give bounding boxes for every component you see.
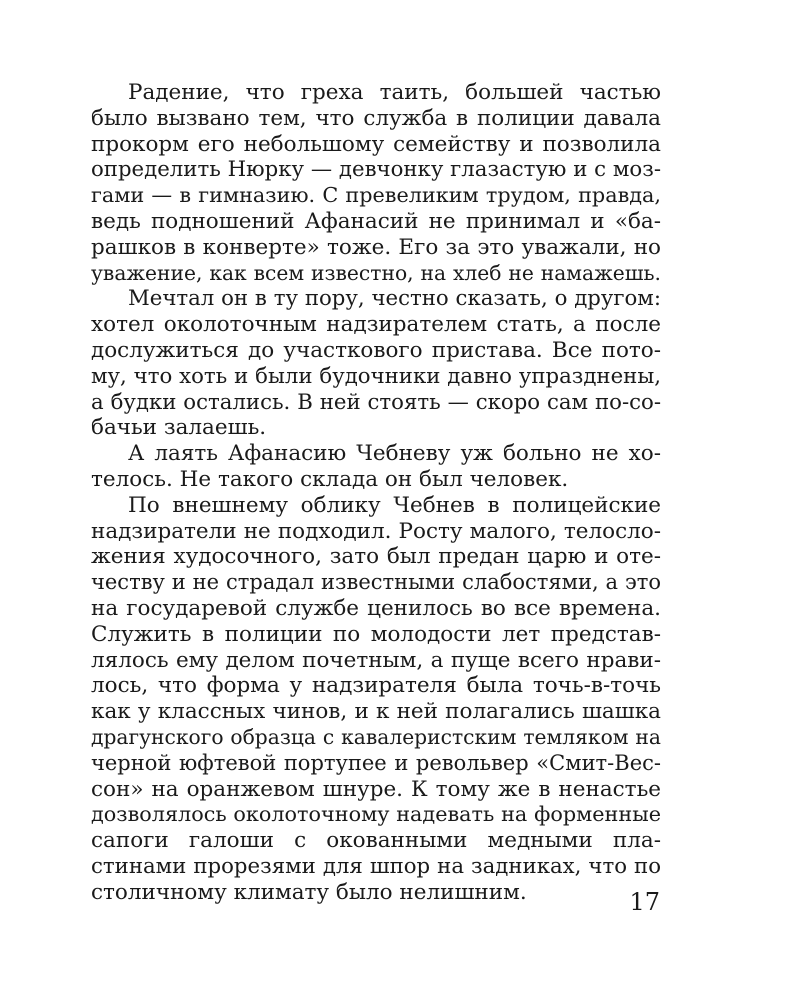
text-line: бачьи залаешь. [91,415,267,441]
text-line: ведь подношений Афанасий не принимал и «ба- [91,208,661,234]
text-line: рашков в конверте» тоже. Его за это уважали, но [91,234,661,260]
body-text [91,80,661,906]
text-line: А лаять Афанасию Чебневу уж больно не хо- [128,441,661,467]
text-line: сон» на оранжевом шнуре. К тому же в ненастье [91,776,661,802]
text-line: черной юфтевой портупее и револьвер «Смит-Вес- [91,750,661,775]
text-line: определить Нюрку — девчонку глазастую и с моз- [91,157,661,183]
text-line: По внешнему облику Чебнев в полицейские [128,492,661,518]
text-line: сапоги галоши с окованными медными пла- [91,828,661,854]
text-line: стинами прорезями для шпор на задниках, что по [91,853,661,879]
text-line: как у классных чинов, и к ней полагались шашка [91,699,661,725]
text-line: драгунского образца с кавалеристским темляком на [91,724,661,749]
text-line: хотел околоточным надзирателем стать, а после [91,312,661,338]
text-line: лось, что форма у надзирателя была точь-в-точь [91,673,661,699]
text-line: дозволялось околоточному надевать на форменные [91,802,661,827]
text-line: уважение, как всем известно, на хлеб не намажешь. [91,260,661,285]
text-line: жения худосочного, зато был предан царю и оте- [91,544,661,570]
text-line: Мечтал он в ту пору, честно сказать, о другом: [128,286,661,312]
text-line: дослужиться до участкового пристава. Все пото- [91,337,661,363]
text-line: а будки остались. В ней стоять — скоро сам по-со- [91,389,661,415]
text-line: честву и не страдал известными слабостями, а это [91,570,661,595]
text-line: му, что хоть и были будочники давно упразднены, [91,363,661,389]
text-line: Служить в полиции по молодости лет представ- [91,621,661,647]
text-line: Радение, что греха таить, большей частью [128,80,661,105]
text-line: столичному климату было нелишним. [91,879,527,905]
text-line: телось. Не такого склада он был человек. [91,466,569,492]
page-number: 17 [629,888,660,916]
text-line: прокорм его небольшому семейству и позволила [91,131,661,157]
text-line: надзиратели не подходил. Росту малого, телосло- [91,518,661,544]
text-line: было вызвано тем, что служба в полиции давала [91,105,661,131]
text-line: на государевой службе ценилось во все времена. [91,595,661,621]
text-line: гами — в гимназию. С превеликим трудом, правда, [91,183,661,208]
text-line: лялось ему делом почетным, а пуще всего нрави- [91,647,661,673]
